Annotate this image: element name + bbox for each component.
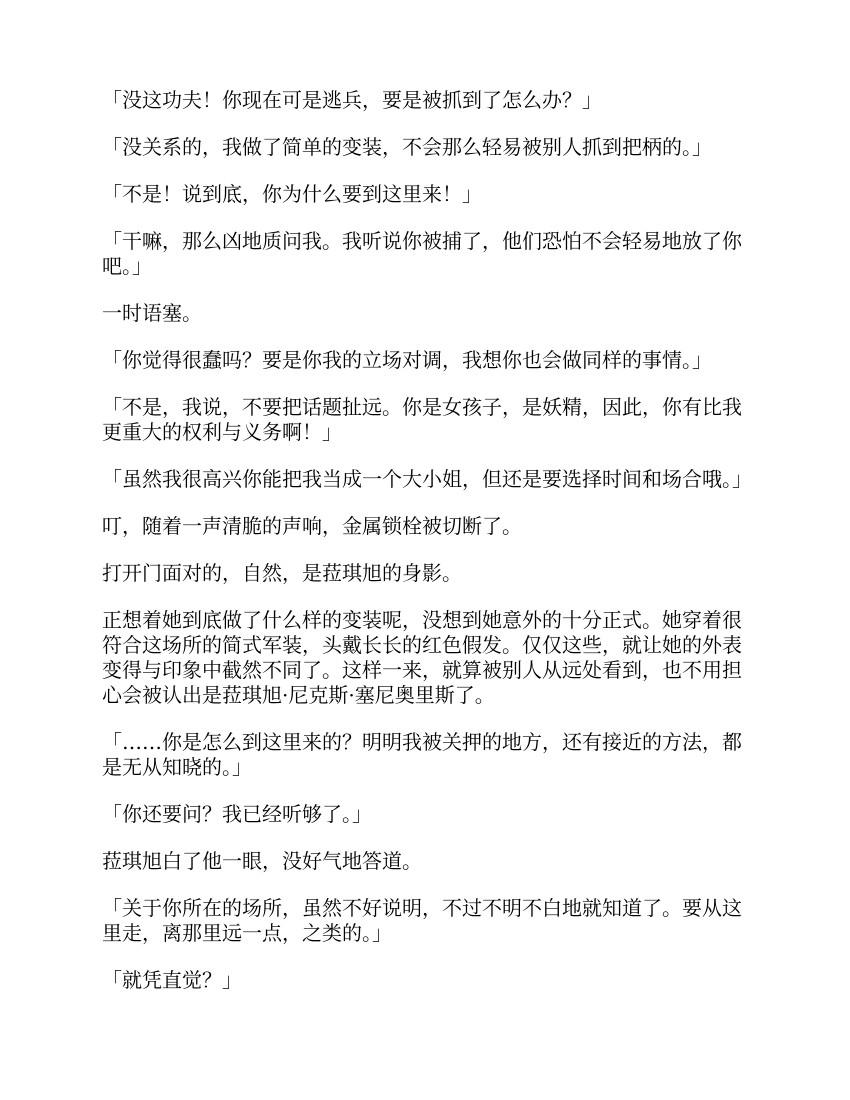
paragraph: 菈琪旭白了他一眼，没好气地答道。 xyxy=(102,849,422,873)
paragraph: 叮，随着一声清脆的声响，金属锁栓被切断了。 xyxy=(102,514,522,538)
paragraph: 「虽然我很高兴你能把我当成一个大小姐，但还是要选择时间和场合哦。」 xyxy=(102,467,752,491)
paragraph: 「不是！说到底，你为什么要到这里来！」 xyxy=(102,182,482,206)
paragraph: 「就凭直觉？」 xyxy=(102,968,242,992)
paragraph: 「干嘛，那么凶地质问我。我听说你被捕了，他们恐怕不会轻易地放了你吧。」 xyxy=(102,229,742,278)
paragraph: 「不是，我说，不要把话题扯远。你是女孩子，是妖精，因此，你有比我更重大的权利与义务啊！」 xyxy=(102,395,742,444)
document-page xyxy=(102,88,752,1015)
paragraph: 「没这功夫！你现在可是逃兵，要是被抓到了怎么办？」 xyxy=(102,88,602,112)
paragraph: 「关于你所在的场所，虽然不好说明，不过不明不白地就知道了。要从这里走，离那里远一点，之类的。」 xyxy=(102,896,742,945)
paragraph: 「你还要问？我已经听够了。」 xyxy=(102,802,372,826)
paragraph: 打开门面对的，自然，是菈琪旭的身影。 xyxy=(102,561,462,585)
paragraph: 「没关系的，我做了简单的变装，不会那么轻易被别人抓到把柄的。」 xyxy=(102,135,712,159)
paragraph: 「……你是怎么到这里来的？明明我被关押的地方，还有接近的方法，都是无从知晓的。」 xyxy=(102,730,742,779)
paragraph: 正想着她到底做了什么样的变装呢，没想到她意外的十分正式。她穿着很符合这场所的简式军装，头戴长长的红色假发。仅仅这些，就让她的外表变得与印象中截然不同了。这样一来，就算被别人从远处看到，也不用担心会被认出是菈琪旭·尼克斯·塞尼奥里斯了。 xyxy=(102,608,742,707)
paragraph: 「你觉得很蠢吗？要是你我的立场对调，我想你也会做同样的事情。」 xyxy=(102,348,712,372)
paragraph: 一时语塞。 xyxy=(102,301,202,325)
